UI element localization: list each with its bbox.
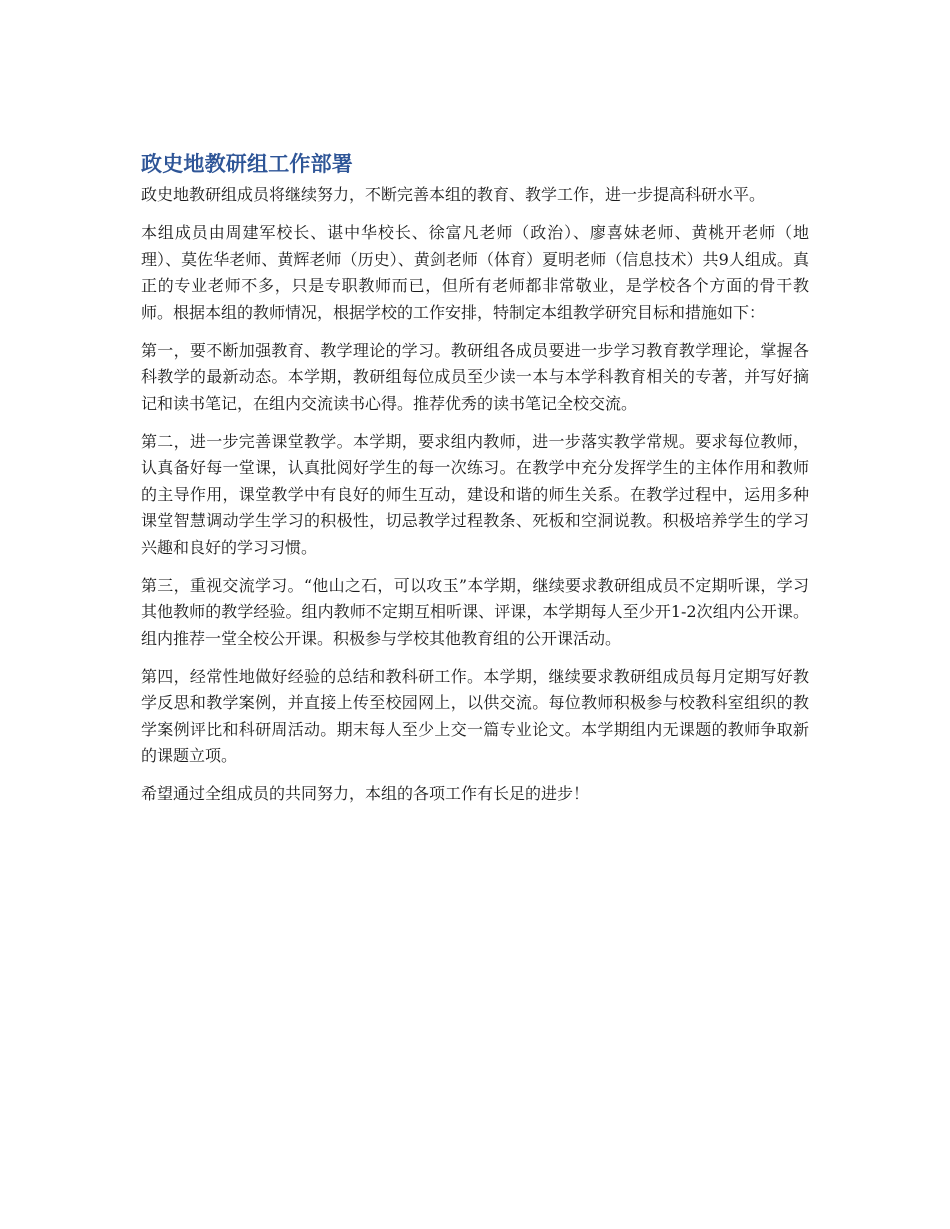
paragraph-point-1: 第一，要不断加强教育、教学理论的学习。教研组各成员要进一步学习教育教学理论，掌握各科教学的最新动态。本学期，教研组每位成员至少读一本与本学科教育相关的专著，并写好摘记和读书笔记，在组内交流读书心得。推荐优秀的读书笔记全校交流。 [141, 340, 809, 413]
paragraph-members: 本组成员由周建军校长、谌中华校长、徐富凡老师（政治）、廖喜妹老师、黄桃开老师（地理）、莫佐华老师、黄辉老师（历史）、黄剑老师（体育）夏明老师（信息技术）共9人组成。真正的专业老师不多，只是专职教师而已，但所有老师都非常敬业，是学校各个方面的骨干教师。根据本组的教师情况，根据学校的工作安排，特制定本组教学研究目标和措施如下： [141, 223, 809, 322]
document-title: 政史地教研组工作部署 [141, 152, 353, 176]
paragraph-point-2: 第二，进一步完善课堂教学。本学期，要求组内教师，进一步落实教学常规。要求每位教师，认真备好每一堂课，认真批阅好学生的每一次练习。在教学中充分发挥学生的主体作用和教师的主导作用，课堂教学中有良好的师生互动，建设和谐的师生关系。在教学过程中，运用多种课堂智慧调动学生学习的积极性，切忌教学过程教条、死板和空洞说教。积极培养学生的学习兴趣和良好的学习习惯。 [141, 431, 809, 557]
paragraph-point-3: 第三，重视交流学习。“他山之石，可以攻玉”本学期，继续要求教研组成员不定期听课，学习其他教师的教学经验。组内教师不定期互相听课、评课，本学期每人至少开1-2次组内公开课。组内推荐一堂全校公开课。积极参与学校其他教育组的公开课活动。 [141, 575, 809, 648]
paragraph-point-4: 第四，经常性地做好经验的总结和教科研工作。本学期，继续要求教研组成员每月定期写好教学反思和教学案例，并直接上传至校园网上，以供交流。每位教师积极参与校教科室组织的教学案例评比和科研周活动。期末每人至少上交一篇专业论文。本学期组内无课题的教师争取新的课题立项。 [141, 666, 809, 765]
paragraph-closing: 希望通过全组成员的共同努力，本组的各项工作有长足的进步！ [141, 784, 590, 803]
document-page [141, 150, 809, 808]
paragraph-intro: 政史地教研组成员将继续努力，不断完善本组的教育、教学工作，进一步提高科研水平。 [141, 185, 766, 204]
